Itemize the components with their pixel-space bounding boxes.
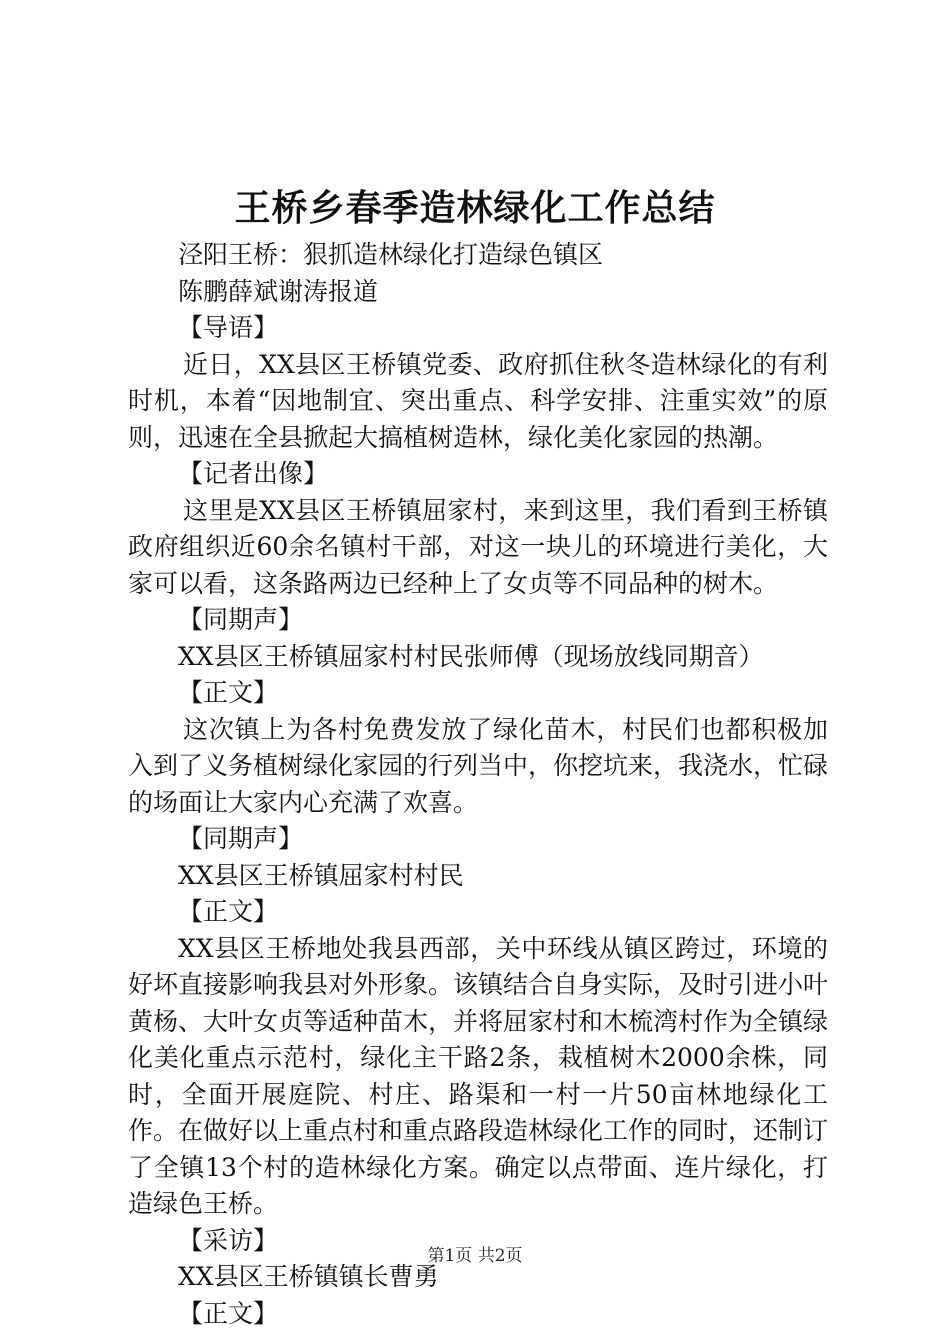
body-paragraph: XX县区王桥地处我县西部，关中环线从镇区跨过，环境的好坏直接影响我县对外形象。该镇结合自身实际，及时引进小叶黄杨、大叶女贞等适种苗木，并将屈家村和木梳湾村作为全镇绿化美化重点示范村，绿化主干路2条，栽植树木2000余株，同时，全面开展庭院、村庄、路渠和一村一片50亩林地绿化工作。在做好以上重点村和重点路段造林绿化工作的同时，还制订了全镇13个村的造林绿化方案。确定以点带面、连片绿化，打造绿色王桥。 bbox=[128, 933, 829, 1218]
section-label: 【采访】 bbox=[178, 1225, 279, 1255]
section-label: 【记者出像】 bbox=[178, 459, 329, 488]
byline: 陈鹏薛斌谢涛报道 bbox=[178, 276, 379, 306]
page-number-footer: 第1页 共2页 bbox=[427, 1246, 523, 1266]
subheading: 泾阳王桥：狠抓造林绿化打造绿色镇区 bbox=[178, 240, 604, 269]
body-paragraph: 这里是XX县区王桥镇屈家村，来到这里，我们看到王桥镇政府组织近60余名镇村干部，对这一块儿的环境进行美化，大家可以看，这条路两边已经种上了女贞等不同品种的树木。 bbox=[128, 495, 828, 598]
document-body bbox=[128, 237, 828, 1332]
body-paragraph: 这次镇上为各村免费发放了绿化苗木，村民们也都积极加入到了义务植树绿化家园的行列当中，你挖坑来，我浇水，忙碌的场面让大家内心充满了欢喜。 bbox=[128, 714, 829, 817]
body-paragraph: 近日，XX县区王桥镇党委、政府抓住秋冬造林绿化的有利时机，本着“因地制宜、突出重点、科学安排、注重实效”的原则，迅速在全县掀起大搞植树造林，绿化美化家园的热潮。 bbox=[128, 349, 828, 452]
body-paragraph: XX县区王桥镇镇长曹勇 bbox=[178, 1262, 439, 1291]
section-label: 【正文】 bbox=[178, 1298, 279, 1328]
section-label: 【正文】 bbox=[178, 678, 279, 707]
body-paragraph: XX县区王桥镇屈家村村民张师傅（现场放线同期音） bbox=[178, 641, 764, 671]
body-paragraph: XX县区王桥镇屈家村村民 bbox=[178, 860, 464, 890]
section-label: 【同期声】 bbox=[178, 824, 304, 853]
section-label: 【正文】 bbox=[178, 897, 279, 926]
document-title: 王桥乡春季造林绿化工作总结 bbox=[234, 187, 716, 229]
section-label: 【导语】 bbox=[178, 313, 279, 342]
section-label: 【同期声】 bbox=[178, 605, 304, 634]
